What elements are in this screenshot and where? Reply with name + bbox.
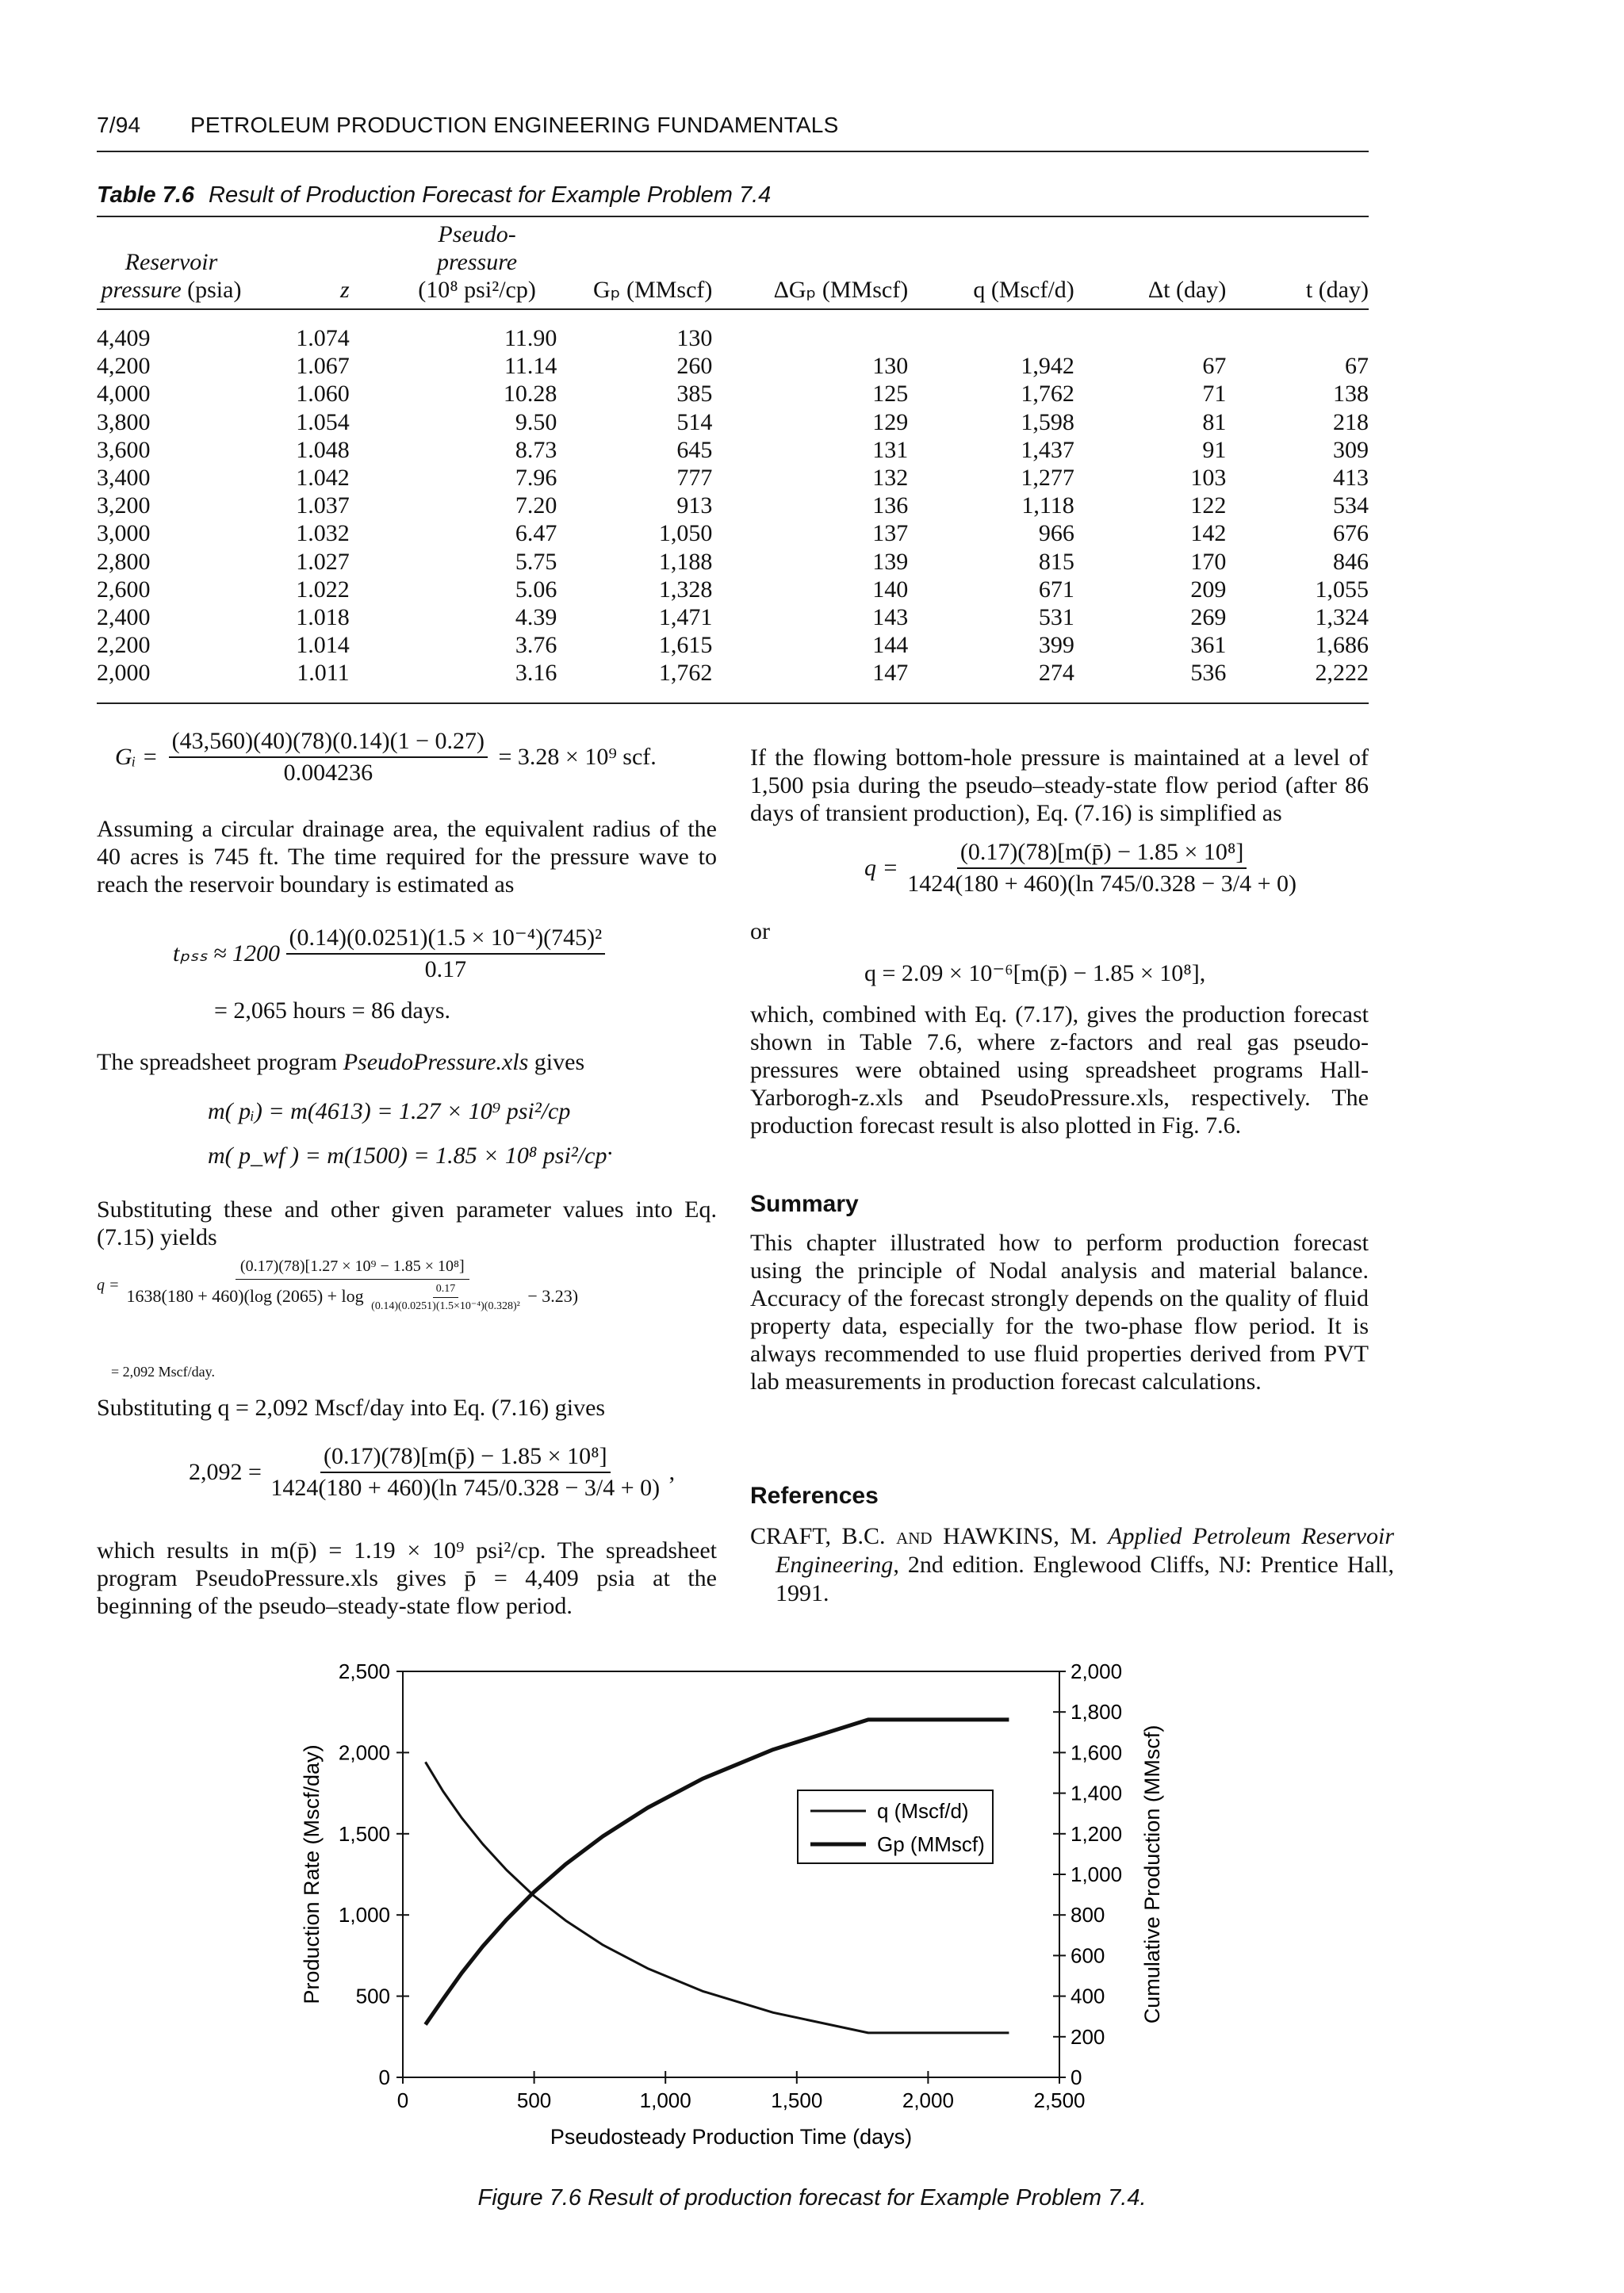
table-cell: 1.014	[296, 632, 350, 659]
table-cell: 2,400	[97, 604, 151, 631]
table-row	[97, 492, 1369, 519]
references-heading: References	[750, 1483, 879, 1509]
table-cell: 399	[1038, 632, 1074, 659]
table-cell: 1,598	[1021, 408, 1074, 435]
series-line-gp	[426, 1720, 1009, 2025]
table-cell: 218	[1333, 408, 1369, 435]
table-cell: 129	[872, 408, 909, 435]
x-tick-label: 1,000	[639, 2088, 691, 2112]
table-cell	[712, 309, 908, 352]
equation-q-simplified: q = $\frac{\text{(0.17)(78)[m(p̄) − 1.85 × 10⁸]}}{1424(180 + 460)(\ln 745/0.328 - 3/4 + 0)}$	[864, 839, 1297, 897]
table-cell: 3,600	[97, 436, 151, 463]
table-cell: 142	[1190, 520, 1227, 547]
table-cell: 1.032	[296, 520, 350, 547]
table-cell: 1.037	[296, 492, 350, 519]
y2-tick-label: 0	[1071, 2065, 1082, 2089]
table-cell: 144	[872, 632, 909, 659]
y-tick-label: 1,000	[338, 1903, 390, 1927]
table-cell: 4,200	[97, 353, 151, 380]
y-tick-label: 500	[355, 1984, 390, 2008]
table-cell: 103	[1190, 465, 1227, 492]
table-cell: 274	[1038, 660, 1074, 687]
table-cell: 777	[676, 465, 713, 492]
table-cell: 3.76	[515, 632, 557, 659]
y-tick-label: 1,500	[338, 1821, 390, 1846]
y-axis-label: Production Rate (Mscf/day)	[300, 1744, 324, 2004]
table-cell: 531	[1038, 604, 1074, 631]
table-cell: 5.06	[515, 576, 557, 603]
table-cell: 67	[1202, 353, 1227, 380]
table-cell: 1,762	[1021, 381, 1074, 408]
table-row	[97, 436, 1369, 464]
table-cell: 1.067	[296, 353, 350, 380]
table-cell: 130	[676, 325, 713, 351]
or-text: or	[750, 918, 770, 944]
table-cell: 815	[1038, 548, 1074, 575]
plot-frame	[403, 1671, 1059, 2077]
equation-tpss-result: = 2,065 hours = 86 days.	[214, 997, 450, 1024]
table-cell: 137	[872, 520, 909, 547]
table-cell: 413	[1333, 465, 1369, 492]
table-cell: 1,188	[658, 548, 713, 575]
table-cell: 1,471	[658, 604, 713, 631]
table-cell: 11.90	[504, 325, 557, 351]
table-cell: 966	[1038, 520, 1074, 547]
table-cell: 260	[676, 353, 713, 380]
table-cell: 1.074	[296, 325, 350, 351]
table-row	[97, 519, 1369, 547]
table-cell: 1.042	[296, 465, 350, 492]
y2-axis-label: Cumulative Production (MMscf)	[1140, 1725, 1164, 2024]
table-row	[97, 408, 1369, 436]
table-cell: 1,324	[1315, 604, 1369, 631]
table-cell: 1.054	[296, 408, 350, 435]
table-cell: 1,328	[658, 576, 713, 603]
table-cell: 385	[676, 381, 713, 408]
table-cell: 846	[1333, 548, 1369, 575]
table-row	[97, 352, 1369, 380]
x-axis-label: Pseudosteady Production Time (days)	[550, 2125, 913, 2149]
table-cell: 9.50	[515, 408, 557, 435]
table-cell: 6.47	[515, 520, 557, 547]
y2-tick-label: 200	[1071, 2024, 1105, 2049]
table-cell: 361	[1190, 632, 1227, 659]
equation-q-value: q = (0.17)(78)[1.27 × 10⁹ − 1.85 × 10⁸] 1638(180 + 460)(log (2065) + log $\frac{0.17}{\text{(0.14)(0.0251)(1.5×10⁻⁴)(0.328)²}}$ − 3.23)	[97, 1258, 579, 1312]
table-cell: 3,200	[97, 492, 151, 519]
table-cell: 1.048	[296, 436, 350, 463]
table-cell: 67	[1345, 353, 1369, 380]
table-cell: 4.39	[515, 604, 557, 631]
legend-label: q (Mscf/d)	[877, 1799, 969, 1823]
table-cell: 139	[872, 548, 909, 575]
table-cell: 136	[872, 492, 909, 519]
reference-craft: CRAFT, B.C. and HAWKINS, M. Applied Petroleum Reservoir Engineering, 2nd edition. Englewood Cliffs, NJ: Prentice Hall, 1991.	[750, 1523, 1394, 1606]
summary-heading: Summary	[750, 1191, 859, 1217]
table-cell: 2,600	[97, 576, 151, 603]
col-header-q: q (Mscf/d)	[908, 220, 1090, 309]
table-cell: 7.20	[515, 492, 557, 519]
y2-tick-label: 1,800	[1071, 1700, 1123, 1725]
table-cell: 209	[1190, 576, 1227, 603]
header-rule	[97, 151, 1369, 152]
table-cell: 534	[1333, 492, 1369, 519]
y2-tick-label: 600	[1071, 1943, 1105, 1968]
right-paragraph-1: If the flowing bottom-hole pressure is maintained at a level of 1,500 psia during the pseudo–steady-state flow period (after 86 days of transient production), Eq. (7.16) is simplified as	[750, 745, 1369, 826]
y2-tick-label: 2,000	[1071, 1659, 1123, 1683]
table-cell: 1.018	[296, 604, 350, 631]
page-number: 7/94	[97, 113, 141, 137]
table-row	[97, 631, 1369, 659]
table-cell: 122	[1190, 492, 1227, 519]
left-paragraph-5: which results in m(p̄) = 1.19 × 10⁹ psi²/cp. The spreadsheet program PseudoPressure.xls gives p̄ = 4,409 psia at the beginning of the pseudo–steady-state flow period.	[97, 1537, 717, 1619]
table-cell: 143	[872, 604, 909, 631]
table-cell: 309	[1333, 436, 1369, 463]
table-cell: 1,118	[1021, 492, 1074, 519]
y2-tick-label: 1,200	[1071, 1821, 1123, 1846]
table-label: Table 7.6	[97, 182, 195, 208]
table-cell: 7.96	[515, 465, 557, 492]
equation-gi: Gᵢ = $\frac{(43,560)(40)(78)(0.14)(1 - 0.27)}{0.004236}$ = 3.28 × 10⁹ scf.	[115, 728, 657, 786]
table-cell: 3.16	[515, 660, 557, 687]
x-tick-label: 0	[396, 2088, 409, 2112]
running-title: PETROLEUM PRODUCTION ENGINEERING FUNDAMENTALS	[190, 113, 839, 137]
table-cell: 4,000	[97, 381, 151, 408]
left-paragraph-2: The spreadsheet program PseudoPressure.xls gives	[97, 1049, 585, 1075]
table-cell: 5.75	[515, 548, 557, 575]
x-tick-label: 500	[516, 2088, 552, 2112]
left-paragraph-4: Substituting q = 2,092 Mscf/day into Eq. (7.16) gives	[97, 1395, 606, 1421]
table-cell: 81	[1202, 408, 1227, 435]
table-row	[97, 548, 1369, 576]
y-tick-label: 2,000	[338, 1740, 390, 1765]
y2-tick-label: 1,400	[1071, 1781, 1123, 1805]
table-cell: 71	[1202, 381, 1227, 408]
table-cell: 10.28	[503, 381, 557, 408]
table-cell: 1,615	[658, 632, 713, 659]
table-row	[97, 603, 1369, 631]
y2-tick-label: 400	[1071, 1984, 1105, 2008]
table-cell: 3,800	[97, 408, 151, 435]
table-cell: 1,055	[1315, 576, 1369, 603]
table-cell: 170	[1190, 548, 1227, 575]
production-forecast-table	[97, 220, 1369, 687]
equation-q-result: = 2,092 Mscf/day.	[111, 1364, 215, 1380]
running-header	[97, 113, 1369, 138]
table-cell: 1,437	[1021, 436, 1074, 463]
table-cell: 11.14	[504, 353, 557, 380]
summary-text: This chapter illustrated how to perform production forecast using the principle of Nodal analysis and material balance. Accuracy of the forecast strongly depends on the quality of fluid property data, especially for the two-phase flow period. It is always recommended to use fluid properties derived from PVT lab measurements in production forecast calculations.	[750, 1230, 1369, 1395]
table-row	[97, 576, 1369, 603]
col-header-gp: Gₚ (MMscf)	[557, 220, 712, 309]
table-cell	[1090, 309, 1233, 352]
table-cell: 913	[676, 492, 713, 519]
col-header-dgp: ΔGₚ (MMscf)	[712, 220, 908, 309]
col-header-dt: Δt (day)	[1090, 220, 1233, 309]
table-cell: 91	[1202, 436, 1227, 463]
x-tick-label: 2,000	[902, 2088, 954, 2112]
table-bottom-rule	[97, 702, 1369, 704]
table-cell: 3,000	[97, 520, 151, 547]
right-paragraph-2: which, combined with Eq. (7.17), gives the production forecast shown in Table 7.6, where z-factors and real gas pseudo-pressures were obtained using spreadsheet programs Hall-Yarborogh-z.xls and PseudoPressure.xls, respectively. The production forecast result is also plotted in Fig. 7.6.	[750, 1001, 1369, 1139]
equation-m-pwf: m( p_wf ) = m(1500) = 1.85 × 10⁸ psi²/cp.	[208, 1134, 613, 1169]
table-cell: 671	[1038, 576, 1074, 603]
table-cell: 1.060	[296, 381, 350, 408]
y2-tick-label: 800	[1071, 1903, 1105, 1927]
y2-tick-label: 1,600	[1071, 1740, 1123, 1765]
col-header-t: t (day)	[1232, 220, 1369, 309]
legend-label: Gp (MMscf)	[877, 1832, 985, 1856]
table-cell: 2,800	[97, 548, 151, 575]
table-cell: 2,222	[1315, 660, 1369, 687]
table-cell: 1.022	[296, 576, 350, 603]
table-cell: 131	[872, 436, 909, 463]
table-cell: 2,000	[97, 660, 151, 687]
table-cell: 1.011	[297, 660, 350, 687]
table-cell: 1,686	[1315, 632, 1369, 659]
table-top-rule	[97, 216, 1369, 217]
col-header-z: z	[251, 220, 373, 309]
y-tick-label: 2,500	[338, 1659, 390, 1683]
table-cell: 269	[1190, 604, 1227, 631]
table-cell: 645	[676, 436, 713, 463]
table-cell: 4,409	[97, 325, 151, 351]
equation-m-pi: m( pᵢ) = m(4613) = 1.27 × 10⁹ psi²/cp	[208, 1098, 571, 1124]
table-cell: 676	[1333, 520, 1369, 547]
table-cell: 140	[872, 576, 909, 603]
table-cell	[908, 309, 1090, 352]
table-cell: 1,277	[1021, 465, 1074, 492]
table-row	[97, 659, 1369, 687]
table-cell: 1,762	[658, 660, 713, 687]
table-row	[97, 380, 1369, 408]
production-forecast-chart	[0, 1641, 1624, 2149]
y-tick-label: 0	[378, 2065, 390, 2089]
table-cell	[1232, 309, 1369, 352]
equation-q-linear: q = 2.09 × 10⁻⁶[m(p̄) − 1.85 × 10⁸],	[864, 960, 1206, 986]
table-row	[97, 464, 1369, 492]
table-caption-text: Result of Production Forecast for Example Problem 7.4	[209, 182, 772, 208]
table-cell: 536	[1190, 660, 1227, 687]
x-tick-label: 1,500	[771, 2088, 823, 2112]
table-cell: 132	[872, 465, 909, 492]
table-cell: 130	[872, 353, 909, 380]
table-row	[97, 309, 1369, 352]
left-paragraph-1: Assuming a circular drainage area, the equivalent radius of the 40 acres is 745 ft. The time required for the pressure wave to reach the reservoir boundary is estimated as	[97, 816, 717, 898]
left-paragraph-3: Substituting these and other given parameter values into Eq. (7.15) yields	[97, 1196, 717, 1250]
table-cell: 1.027	[296, 548, 350, 575]
table-cell: 147	[872, 660, 909, 687]
figure-caption: Figure 7.6 Result of production forecast for Example Problem 7.4.	[477, 2185, 1147, 2211]
table-cell: 3,400	[97, 465, 151, 492]
table-cell: 1,942	[1021, 353, 1074, 380]
equation-tpss: tₚₛₛ ≈ 1200 $\frac{\text{(0.14)(0.0251)(1.5 × 10⁻⁴)(745)²}}{0.17}$	[173, 924, 605, 983]
table-cell: 514	[676, 408, 713, 435]
equation-2092: 2,092 = $\frac{\text{(0.17)(78)[m(p̄) − 1.85 × 10⁸]}}{1424(180 + 460)(\ln 745/0.328 - 3/4 + 0)}$ ,	[189, 1443, 676, 1501]
x-tick-label: 2,500	[1033, 2088, 1086, 2112]
y2-tick-label: 1,000	[1071, 1862, 1123, 1886]
table-cell: 125	[872, 381, 909, 408]
table-cell: 138	[1333, 381, 1369, 408]
table-cell: 1,050	[658, 520, 713, 547]
table-cell: 2,200	[97, 632, 151, 659]
table-caption	[97, 182, 771, 209]
table-cell: 8.73	[515, 436, 557, 463]
col-header-pressure: Reservoir pressure (psia)	[97, 220, 251, 309]
col-header-pseudo-pressure: Pseudo- pressure (10⁸ psi²/cp)	[373, 220, 557, 309]
